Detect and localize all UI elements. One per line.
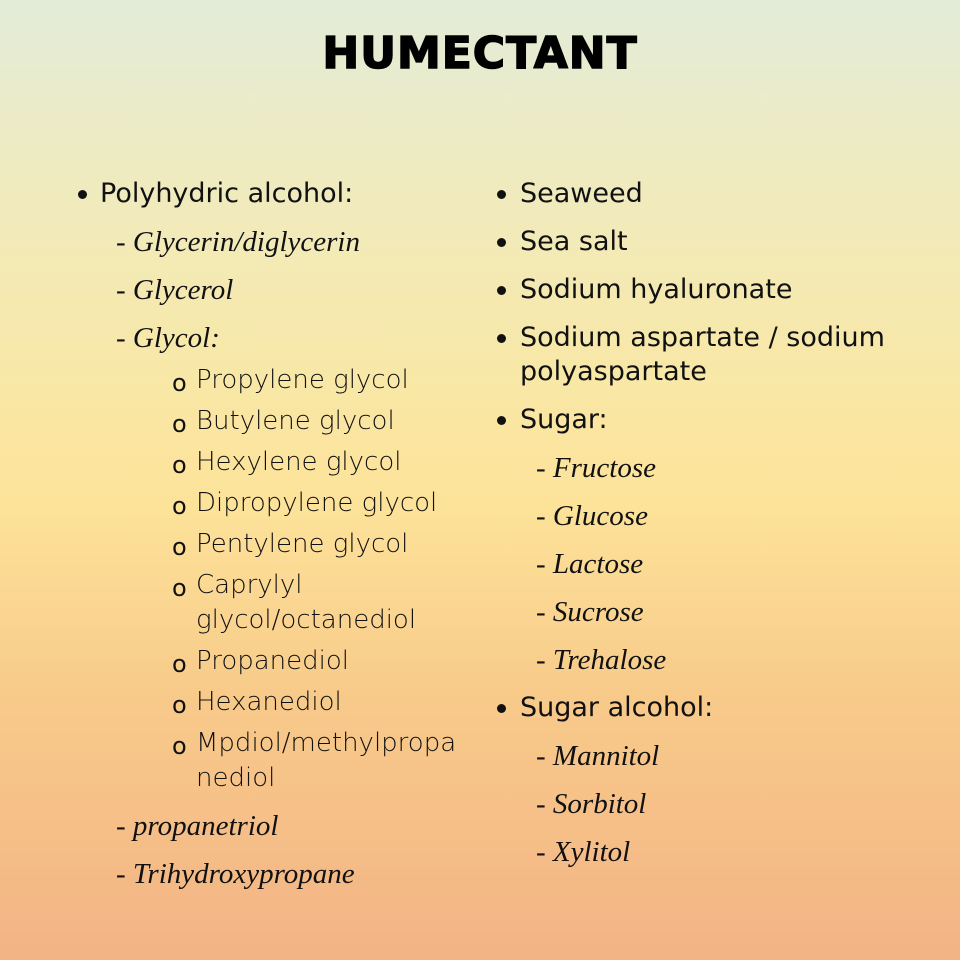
list-item-sugar: Sugar:: [520, 404, 608, 435]
bullet-icon: [78, 190, 87, 199]
list-item-sodium-hyaluronate: Sodium hyaluronate: [520, 274, 793, 305]
list-item-caprylyl-glycol-cont: glycol/octanediol: [196, 605, 417, 635]
list-item-caprylyl-glycol: Caprylyl: [196, 570, 303, 600]
list-item-sorbitol: - Sorbitol: [536, 788, 647, 820]
list-item-propylene-glycol: Propylene glycol: [196, 365, 409, 395]
list-item-glucose: - Glucose: [536, 500, 648, 532]
list-item-hexanediol: Hexanediol: [196, 687, 342, 717]
bullet-icon: [497, 416, 506, 425]
list-item-sea-salt: Sea salt: [520, 226, 628, 257]
circle-bullet-icon: o: [172, 410, 187, 438]
list-item-sodium-aspartate-cont: polyaspartate: [520, 356, 707, 387]
list-item-propanetriol: - propanetriol: [116, 810, 279, 842]
circle-bullet-icon: o: [172, 369, 187, 397]
list-item-polyhydric-alcohol: Polyhydric alcohol:: [100, 178, 354, 209]
bullet-icon: [497, 334, 506, 343]
list-item-mpdiol-cont: nediol: [196, 763, 276, 793]
list-item-trihydroxypropane: - Trihydroxypropane: [116, 858, 355, 890]
list-item-glycerin: - Glycerin/diglycerin: [116, 226, 360, 258]
circle-bullet-icon: o: [172, 574, 187, 602]
circle-bullet-icon: o: [172, 492, 187, 520]
circle-bullet-icon: o: [172, 650, 187, 678]
circle-bullet-icon: o: [172, 691, 187, 719]
bullet-icon: [497, 190, 506, 199]
list-item-pentylene-glycol: Pentylene glycol: [196, 529, 409, 559]
list-item-hexylene-glycol: Hexylene glycol: [196, 447, 402, 477]
list-item-sucrose: - Sucrose: [536, 596, 644, 628]
circle-bullet-icon: o: [172, 533, 187, 561]
list-item-butylene-glycol: Butylene glycol: [196, 406, 395, 436]
list-item-dipropylene-glycol: Dipropylene glycol: [196, 488, 438, 518]
circle-bullet-icon: o: [172, 732, 187, 760]
list-item-sugar-alcohol: Sugar alcohol:: [520, 692, 714, 723]
list-item-fructose: - Fructose: [536, 452, 656, 484]
list-item-glycerol: - Glycerol: [116, 274, 234, 306]
circle-bullet-icon: o: [172, 451, 187, 479]
list-item-trehalose: - Trehalose: [536, 644, 667, 676]
bullet-icon: [497, 238, 506, 247]
list-item-propanediol: Propanediol: [196, 646, 350, 676]
list-item-lactose: - Lactose: [536, 548, 644, 580]
bullet-icon: [497, 286, 506, 295]
list-item-glycol: - Glycol:: [116, 322, 220, 354]
list-item-sodium-aspartate: Sodium aspartate / sodium: [520, 322, 885, 353]
page-title: HUMECTANT: [322, 28, 638, 79]
list-item-xylitol: - Xylitol: [536, 836, 631, 868]
list-item-mpdiol: Mpdiol/methylpropa: [196, 728, 457, 758]
list-item-mannitol: - Mannitol: [536, 740, 660, 772]
bullet-icon: [497, 704, 506, 713]
list-item-seaweed: Seaweed: [520, 178, 643, 209]
